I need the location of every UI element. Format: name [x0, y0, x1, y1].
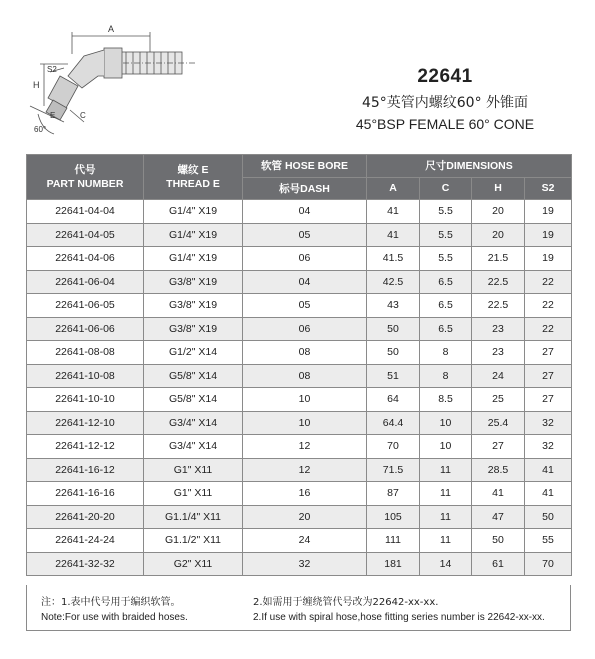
table-row: [27, 482, 572, 506]
cell-c: 10: [420, 435, 472, 459]
cell-thread: G3/4" X14: [144, 435, 243, 459]
cell-thread: G3/8" X19: [144, 317, 243, 341]
table-row: [27, 435, 572, 459]
cell-dash: 32: [243, 552, 367, 576]
header-dimensions: 尺寸DIMENSIONS: [367, 155, 572, 178]
cell-c: 6.5: [420, 294, 472, 318]
header-thread: [144, 155, 243, 200]
cell-dash: 12: [243, 435, 367, 459]
cell-s2: 27: [525, 341, 572, 365]
cell-h: 23: [472, 341, 525, 365]
cell-part: 22641-04-04: [27, 200, 144, 224]
cell-s2: 32: [525, 435, 572, 459]
table-row: [27, 388, 572, 412]
header-a: A: [367, 177, 420, 200]
cell-s2: 19: [525, 223, 572, 247]
notes-box: [26, 585, 571, 631]
cell-h: 21.5: [472, 247, 525, 271]
dim-h-label: H: [33, 80, 40, 90]
cell-part: 22641-10-10: [27, 388, 144, 412]
cell-a: 70: [367, 435, 420, 459]
cell-a: 71.5: [367, 458, 420, 482]
cell-dash: 20: [243, 505, 367, 529]
cell-h: 28.5: [472, 458, 525, 482]
cell-dash: 05: [243, 223, 367, 247]
cell-c: 6.5: [420, 270, 472, 294]
note-1-english: Note:For use with braided hoses.: [41, 612, 188, 623]
cell-part: 22641-16-12: [27, 458, 144, 482]
cell-dash: 08: [243, 364, 367, 388]
table-row: [27, 458, 572, 482]
cell-s2: 22: [525, 270, 572, 294]
cell-a: 41.5: [367, 247, 420, 271]
note-2-english: 2.If use with spiral hose,hose fitting series number is 22642-xx-xx.: [253, 612, 545, 623]
cell-s2: 41: [525, 482, 572, 506]
cell-part: 22641-06-05: [27, 294, 144, 318]
cell-a: 50: [367, 341, 420, 365]
cell-thread: G1/2" X14: [144, 341, 243, 365]
cell-thread: G5/8" X14: [144, 388, 243, 412]
table-row: [27, 529, 572, 553]
cell-h: 20: [472, 223, 525, 247]
note-1-chinese: 注：1.表中代号用于编织软管。: [41, 597, 181, 608]
header-part-cn: 代号: [74, 164, 96, 176]
table-row: [27, 294, 572, 318]
cell-part: 22641-16-16: [27, 482, 144, 506]
part-series-number: 22641: [417, 66, 473, 87]
cell-dash: 06: [243, 317, 367, 341]
cell-h: 27: [472, 435, 525, 459]
cell-c: 11: [420, 505, 472, 529]
cell-thread: G3/4" X14: [144, 411, 243, 435]
cell-s2: 19: [525, 200, 572, 224]
cell-thread: G1.1/2" X11: [144, 529, 243, 553]
table-row: [27, 505, 572, 529]
cell-part: 22641-04-05: [27, 223, 144, 247]
fitting-drawing: [20, 14, 220, 142]
note-left: [41, 595, 188, 625]
cell-a: 105: [367, 505, 420, 529]
dim-s2-label: S2: [47, 65, 57, 74]
cell-a: 42.5: [367, 270, 420, 294]
cell-part: 22641-10-08: [27, 364, 144, 388]
cell-a: 41: [367, 200, 420, 224]
cell-h: 25.4: [472, 411, 525, 435]
cell-dash: 06: [243, 247, 367, 271]
header-s2: S2: [525, 177, 572, 200]
cell-thread: G1/4" X19: [144, 200, 243, 224]
cell-thread: G1" X11: [144, 458, 243, 482]
cell-s2: 27: [525, 364, 572, 388]
dim-e-label: E: [50, 111, 56, 120]
cell-c: 8.5: [420, 388, 472, 412]
table-row: [27, 247, 572, 271]
cell-thread: G3/8" X19: [144, 294, 243, 318]
table-row: [27, 223, 572, 247]
cell-h: 22.5: [472, 294, 525, 318]
cell-a: 50: [367, 317, 420, 341]
cell-dash: 10: [243, 388, 367, 412]
cell-h: 61: [472, 552, 525, 576]
cell-thread: G1.1/4" X11: [144, 505, 243, 529]
cell-s2: 50: [525, 505, 572, 529]
cell-c: 11: [420, 529, 472, 553]
cell-h: 47: [472, 505, 525, 529]
dim-a-label: A: [108, 24, 115, 34]
cell-s2: 55: [525, 529, 572, 553]
title-chinese: 45°英管内螺纹60° 外锥面: [361, 95, 529, 111]
cell-dash: 04: [243, 270, 367, 294]
cell-s2: 27: [525, 388, 572, 412]
cell-part: 22641-06-06: [27, 317, 144, 341]
angle-label: 60°: [34, 125, 47, 134]
cell-a: 43: [367, 294, 420, 318]
cell-part: 22641-12-10: [27, 411, 144, 435]
header-hose-bore: 软管 HOSE BORE: [243, 155, 367, 178]
cell-c: 8: [420, 364, 472, 388]
cell-thread: G2" X11: [144, 552, 243, 576]
cell-dash: 24: [243, 529, 367, 553]
cell-thread: G1/4" X19: [144, 223, 243, 247]
cell-h: 25: [472, 388, 525, 412]
header-part-en: PART NUMBER: [46, 178, 124, 190]
cell-s2: 32: [525, 411, 572, 435]
note-right: [253, 595, 545, 625]
cell-c: 11: [420, 458, 472, 482]
cell-thread: G3/8" X19: [144, 270, 243, 294]
cell-h: 23: [472, 317, 525, 341]
table-row: [27, 270, 572, 294]
cell-part: 22641-20-20: [27, 505, 144, 529]
table-row: [27, 200, 572, 224]
cell-h: 20: [472, 200, 525, 224]
cell-part: 22641-04-06: [27, 247, 144, 271]
spec-table: [26, 154, 572, 576]
cell-c: 6.5: [420, 317, 472, 341]
cell-s2: 70: [525, 552, 572, 576]
cell-h: 24: [472, 364, 525, 388]
cell-a: 51: [367, 364, 420, 388]
cell-s2: 22: [525, 294, 572, 318]
table-row: [27, 411, 572, 435]
cell-h: 41: [472, 482, 525, 506]
cell-dash: 08: [243, 341, 367, 365]
cell-h: 22.5: [472, 270, 525, 294]
cell-part: 22641-06-04: [27, 270, 144, 294]
cell-c: 5.5: [420, 223, 472, 247]
header-thread-en: THREAD E: [166, 178, 220, 190]
cell-part: 22641-24-24: [27, 529, 144, 553]
cell-a: 41: [367, 223, 420, 247]
cell-c: 5.5: [420, 200, 472, 224]
cell-a: 181: [367, 552, 420, 576]
cell-dash: 04: [243, 200, 367, 224]
note-2-chinese: 2.如需用于缠绕管代号改为22642-xx-xx.: [253, 597, 439, 608]
product-heading: [300, 66, 590, 132]
cell-part: 22641-08-08: [27, 341, 144, 365]
cell-c: 8: [420, 341, 472, 365]
header-part-number: [27, 155, 144, 200]
table-row: [27, 341, 572, 365]
cell-s2: 22: [525, 317, 572, 341]
table-row: [27, 552, 572, 576]
header-c: C: [420, 177, 472, 200]
cell-dash: 16: [243, 482, 367, 506]
header-h: H: [472, 177, 525, 200]
header-thread-cn: 螺纹 E: [177, 164, 209, 176]
cell-c: 11: [420, 482, 472, 506]
cell-dash: 12: [243, 458, 367, 482]
cell-c: 10: [420, 411, 472, 435]
title-english: 45°BSP FEMALE 60° CONE: [355, 116, 535, 132]
cell-thread: G5/8" X14: [144, 364, 243, 388]
dim-c-label: C: [80, 111, 86, 120]
cell-a: 111: [367, 529, 420, 553]
cell-thread: G1/4" X19: [144, 247, 243, 271]
cell-thread: G1" X11: [144, 482, 243, 506]
cell-h: 50: [472, 529, 525, 553]
cell-a: 64.4: [367, 411, 420, 435]
cell-a: 87: [367, 482, 420, 506]
cell-s2: 19: [525, 247, 572, 271]
cell-dash: 05: [243, 294, 367, 318]
cell-part: 22641-12-12: [27, 435, 144, 459]
cell-c: 14: [420, 552, 472, 576]
cell-a: 64: [367, 388, 420, 412]
cell-s2: 41: [525, 458, 572, 482]
header-dash: 标号DASH: [243, 177, 367, 200]
cell-part: 22641-32-32: [27, 552, 144, 576]
table-row: [27, 364, 572, 388]
table-row: [27, 317, 572, 341]
cell-dash: 10: [243, 411, 367, 435]
cell-c: 5.5: [420, 247, 472, 271]
